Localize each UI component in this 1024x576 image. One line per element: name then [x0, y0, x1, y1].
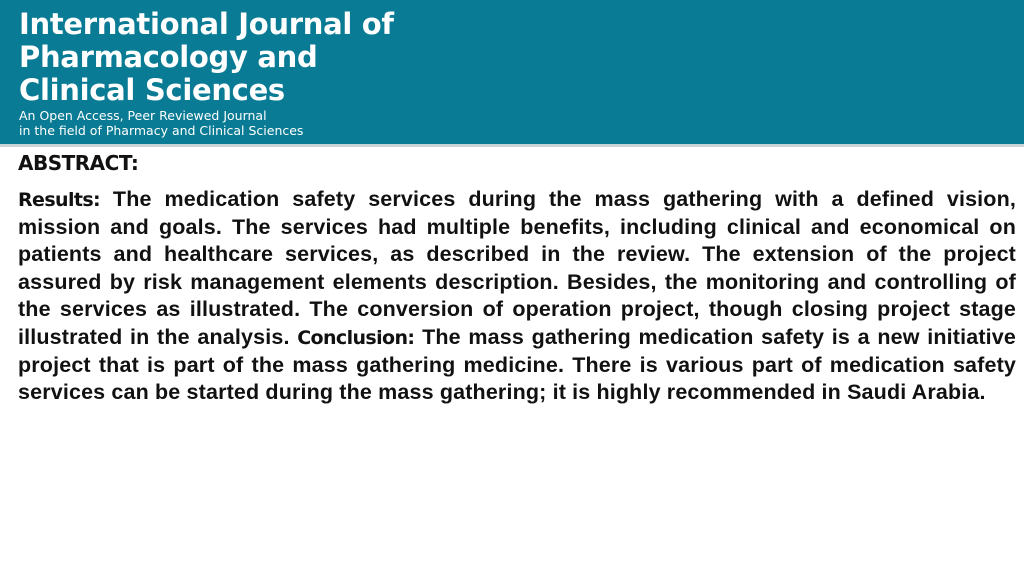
journal-banner [0, 0, 1024, 144]
journal-title-line-1: International Journal of [19, 7, 394, 41]
abstract-heading: ABSTRACT: [18, 151, 139, 175]
abstract-body [18, 186, 1016, 407]
header-divider [0, 144, 1024, 147]
journal-title [19, 8, 539, 107]
journal-tagline [19, 108, 539, 138]
results-text: The medication safety services during the mass gathering with a defined vision, mission and goals. The services had multiple benefits, including clinical and economical on patients and healthcare services, as described in the review. The extension of the project assured by risk management elements description. Besides, the monitoring and controlling of the services as illustrated. The conversion of operation project, though closing project stage illustrated in the analysis. [18, 187, 1016, 349]
journal-title-line-2: Pharmacology and [19, 40, 318, 74]
conclusion-text: The mass gathering medication safety is a new initiative project that is part of the mass gathering medicine. There is various part of medication safety services can be started during the mass gathering; it is highly recommended in Saudi Arabia. [18, 324, 1016, 405]
results-label: Results: [18, 189, 101, 211]
conclusion-label: Conclusion: [297, 326, 415, 349]
tagline-line-2: in the field of Pharmacy and Clinical Sciences [19, 123, 304, 138]
journal-title-line-3: Clinical Sciences [19, 73, 285, 107]
tagline-line-1: An Open Access, Peer Reviewed Journal [19, 108, 267, 123]
